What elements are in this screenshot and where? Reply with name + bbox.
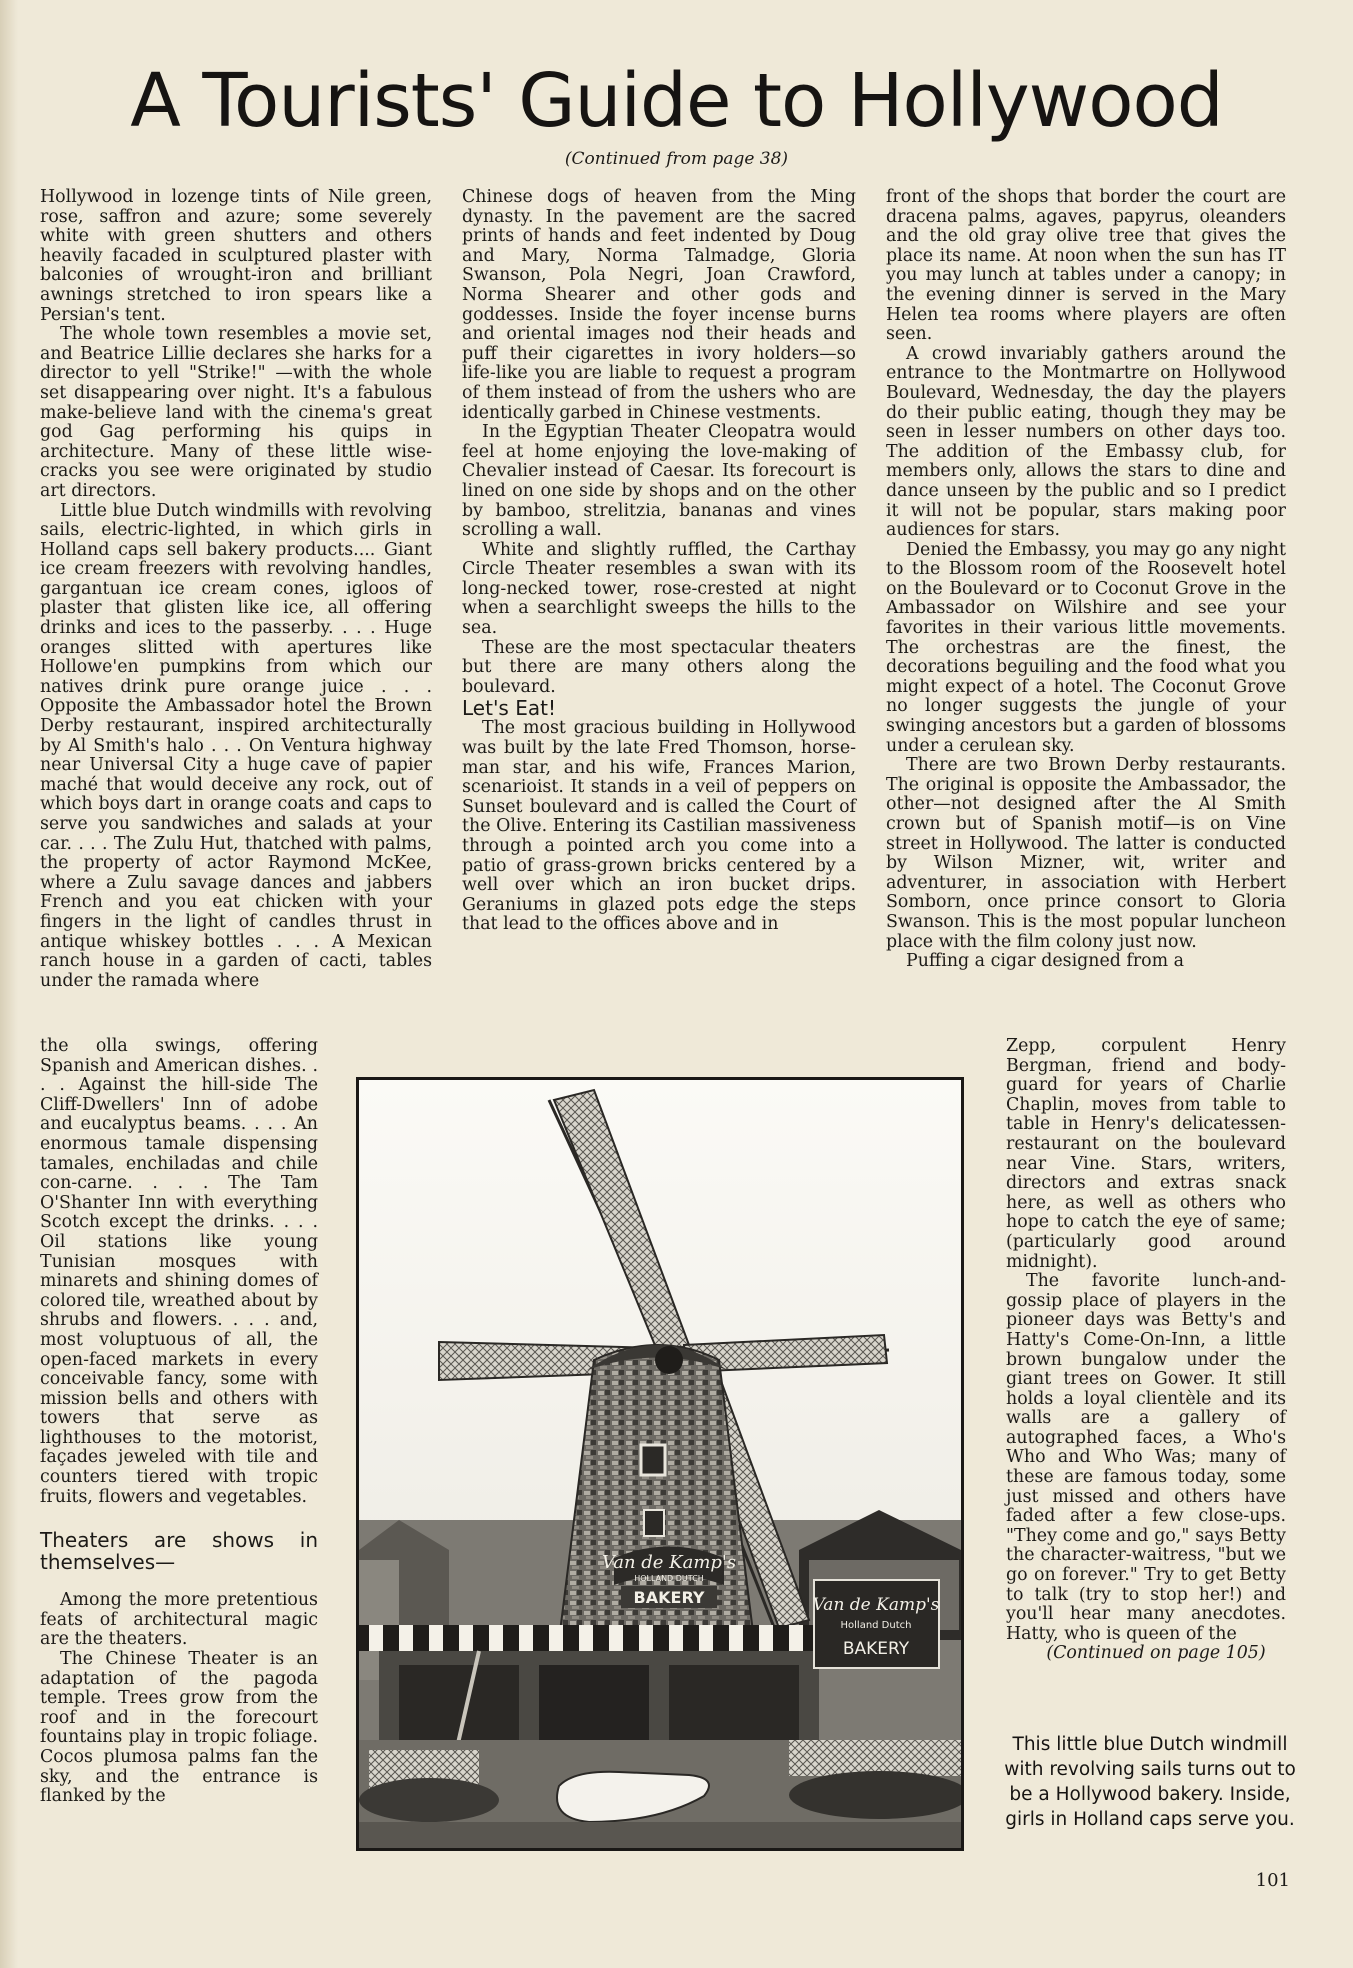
billboard-band-text: BAKERY xyxy=(842,1639,910,1659)
windmill-photo xyxy=(356,1077,964,1851)
paragraph: A crowd invariably gathers around the entrance to the Montmartre on Hollywood Boulevard, Wednesday, the day the players do their public eating, though they may be seen in lesser numbers on other days too. The addition of the Embassy club, for members only, allows the stars to dine and dance unseen by the public and so I predict it will not be popular, stars making poor audiences for stars. xyxy=(886,343,1286,541)
sign-sub-text: HOLLAND DUTCH xyxy=(634,1574,704,1583)
paragraph: In the Egyptian Theater Cleopatra would feel at home enjoying the love-making of Chevalier instead of Caesar. Its forecourt is lined on one side by shops and on the other by bamboo, strelitzia, bananas and vines scrolling a wall. xyxy=(462,422,856,541)
paragraph: The whole town resembles a movie set, and Beatrice Lillie declares she harks for a director to yell "Strike!" —with the whole set disappearing over night. It's a fabulous make-believe land with the cinema's great god Gag performing his quips in architecture. Many of these little wise-cracks you see were originated by studio art directors. xyxy=(40,324,432,501)
paragraph: the olla swings, offering Spanish and American dishes. . . . Against the hill-side The Cliff-Dwellers' Inn of adobe and eucalyptus beams. . . . An enormous tamale dispensing tamales, enchiladas and chile con-carne. . . . The Tam O'Shanter Inn with everything Scotch except the drinks. . . . Oil stations like young Tunisian mosques with minarets and shining domes of colored tile, wreathed about by shrubs and flowers. . . . and, most voluptuous of all, the open-faced markets in every conceivable fancy, some with mission bells and others with towers that serve as lighthouses to the motorist, façades jeweled with tile and counters tiered with tropic fruits, flowers and vegetables. xyxy=(40,1036,318,1507)
column-1-lower xyxy=(40,1037,318,1807)
paragraph: White and slightly ruffled, the Carthay Circle Theater resembles a swan with its long-necked tower, rose-crested at night when a searchlight sweeps the hills to the sea. xyxy=(462,539,856,639)
billboard-name-text: Van de Kamp's xyxy=(812,1595,940,1615)
paragraph xyxy=(1006,1272,1286,1664)
paragraph: These are the most spectacular theaters but there are many others along the boulevard. xyxy=(462,637,856,697)
paragraph: The Chinese Theater is an adaptation of the pagoda temple. Trees grow from the roof and in the forecourt fountains play in tropic foliage. Cocos plumosa palms fan the sky, and the entrance is flanked by the xyxy=(40,1649,318,1807)
windmill-bakery-image xyxy=(359,1080,961,1848)
column-3-lower xyxy=(1006,1037,1286,1664)
paragraph: Little blue Dutch windmills with revolving sails, electric-lighted, in which girls in Holland caps sell bakery products.... Giant ice cream freezers with revolving handles, gargantuan ice cream cones, igloos of plaster that glisten like ice, all offering drinks and ices to the passerby. . . . Huge oranges slitted with apertures like Hollowe'en pumpkins from which our natives drink pure orange juice . . . Opposite the Ambassador hotel the Brown Derby restaurant, inspired architecturally by Al Smith's halo . . . On Ventura highway near Universal City a huge cave of papier maché that would deceive any rock, out of which boys dart in orange coats and caps to serve you sandwiches and salads at your car. . . . The Zulu Hut, thatched with palms, the property of actor Raymond McKee, where a Zulu savage dances and jabbers French and you eat chicken with your fingers in the light of candles thrust in antique whiskey bottles . . . A Mexican ranch house in a garden of cacti, tables under the ramada where xyxy=(40,500,432,991)
column-3 xyxy=(886,188,1286,972)
article-title: A Tourists' Guide to Hollywood xyxy=(130,58,1223,144)
sign-name-text: Van de Kamp's xyxy=(601,1552,737,1573)
page-number: 101 xyxy=(1255,1870,1290,1891)
paragraph: Zepp, corpulent Henry Bergman, friend and body-guard for years of Charlie Chaplin, moves from table to table in Henry's delicatessen-restaurant on the boulevard near Vine. Stars, writers, directors and extras snack here, as well as others who hope to catch the eye of same; (particularly good around midnight). xyxy=(1006,1036,1286,1272)
paragraph: front of the shops that border the court are dracena palms, agaves, papyrus, oleanders and the old gray olive tree that gives the place its name. At noon when the sun has IT you may lunch at tables under a canopy; in the evening dinner is served in the Mary Helen tea rooms where players are often seen. xyxy=(886,187,1286,345)
paragraph: Chinese dogs of heaven from the Ming dynasty. In the pavement are the sacred prints of hands and feet indented by Doug and Mary, Norma Talmadge, Gloria Swanson, Pola Negri, Joan Crawford, Norma Shearer and other gods and goddesses. Inside the foyer incense burns and oriental images nod their heads and puff their cigarettes in ivory holders—so life-like you are liable to request a program of them instead of from the ushers who are identically garbed in Chinese vestments. xyxy=(462,187,856,423)
paragraph: The most gracious building in Hollywood was built by the late Fred Thomson, horse-man star, and his wife, Frances Marion, scenarioist. It stands in a veil of peppers on Sunset boulevard and is called the Court of the Olive. Entering its Castilian massiveness through a pointed arch you come into a patio of grass-grown bricks centered by a well over which an iron bucket drips. Geraniums in glazed pots edge the steps that lead to the offices above and in xyxy=(462,718,856,935)
billboard-sub-text: Holland Dutch xyxy=(840,1620,912,1631)
photo-caption: This little blue Dutch windmill with revolving sails turns out to be a Hollywood bakery. Inside, girls in Holland caps serve you. xyxy=(1004,1734,1296,1830)
paragraph: Puffing a cigar designed from a xyxy=(906,951,1185,972)
paragraph-text: The favorite lunch-and-gossip place of players in the pioneer days was Betty's and Hatty's Come-On-Inn, a little brown bungalow under the giant trees on Gower. It still holds a loyal clientèle and its walls are a gallery of autographed faces, a Who's Who and Who Was; many of these are famous today, some just missed and others have faded after a few close-ups. "They come and go," says Betty the character-waitress, "but we go on forever." Try to get Betty to talk (try to stop her!) and you'll hear many anecdotes. Hatty, who is queen of the xyxy=(1006,1271,1286,1644)
page-edge xyxy=(0,0,18,1968)
paragraph: Hollywood in lozenge tints of Nile green, rose, saffron and azure; some severely white with green shutters and others heavily facaded in sculptured plaster with balconies of wrought-iron and brilliant awnings stretched to iron spears like a Persian's tent. xyxy=(40,187,432,325)
column-1 xyxy=(40,188,432,991)
sign-band-text: BAKERY xyxy=(633,1588,705,1607)
paragraph: Among the more pretentious feats of architectural magic are the theaters. xyxy=(40,1590,318,1650)
paragraph: Denied the Embassy, you may go any night to the Blossom room of the Roosevelt hotel on the Boulevard or to Coconut Grove in the Ambassador on Wilshire and see your favorites in their various little movements. The orchestras are the finest, the decorations beguiling and the food what you might expect of a hotel. The Coconut Grove no longer suggests the jungle of your swinging ancestors but a garden of blossoms under a cerulean sky. xyxy=(886,539,1286,756)
continued-from-note: (Continued from page 38) xyxy=(564,149,789,169)
continued-on-note: (Continued on page 105) xyxy=(1046,1643,1266,1664)
column-2 xyxy=(462,188,856,935)
section-heading: Theaters are shows in themselves— xyxy=(40,1528,318,1575)
section-heading: Let's Eat! xyxy=(462,696,556,721)
paragraph: There are two Brown Derby restaurants. The original is opposite the Ambassador, the other—not designed after the Al Smith crown but of Spanish motif—is on Vine street in Hollywood. The latter is conducted by Wilson Mizner, wit, writer and adventurer, in association with Herbert Somborn, once prince consort to Gloria Swanson. This is the most popular luncheon place with the film colony just now. xyxy=(886,755,1286,952)
